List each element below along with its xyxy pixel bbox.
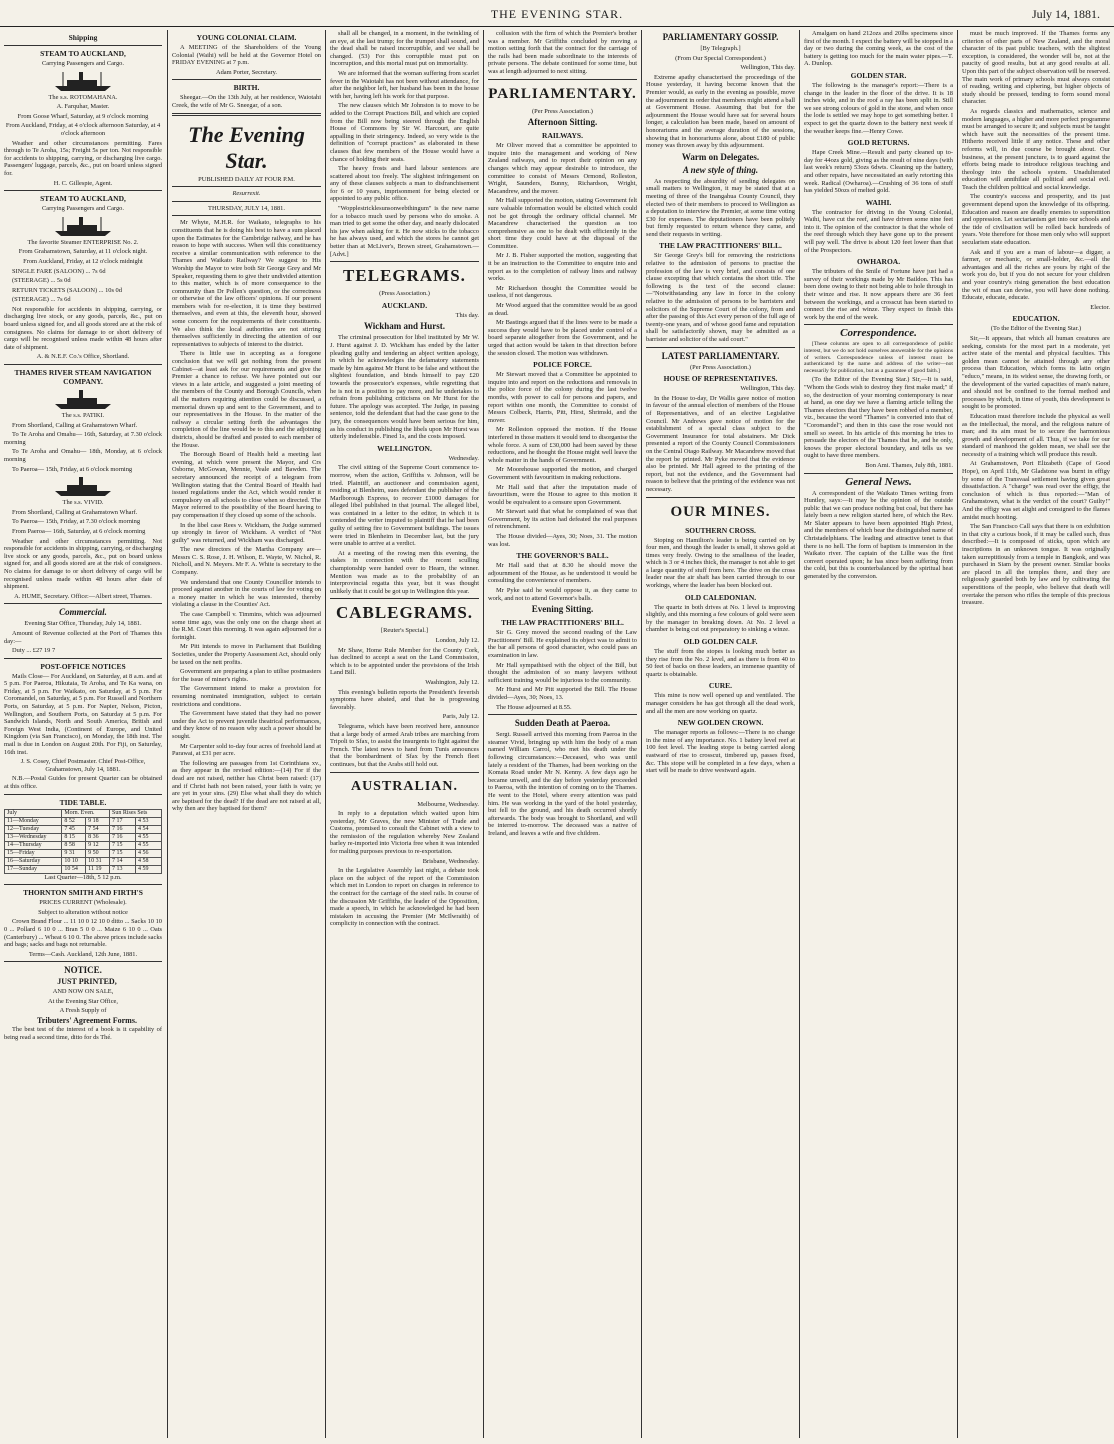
article-paragraph: The contractor for driving in the Young Colonial, Waihi, have cut the reef, and have driven some nine feet into it. The opinion of the contractor is that the whole of the reef through which they have gone up to the present will pay well. The drive is about 120 feet lower than that of the Prospectors. <box>804 208 953 254</box>
fare-line: (STEERAGE) ... 7s 6d <box>12 296 71 304</box>
article-paragraph: In the Legislative Assembly last night, a debate took place on the subject of the report of the Commission which met in London to report on charges in reference to the contract for the carriage of the steel rails. In course of the discussion Mr Griffiths, the leader of the Opposition, made a speech, in which he acknowledged he had been mistaken in accusing the Premier (Mr McIlwraith) of complicity in connection with the contract. <box>330 867 479 928</box>
section-heading: CURE. <box>708 681 733 691</box>
divider <box>804 324 953 325</box>
article-heading: Warm on Delegates. <box>681 151 760 162</box>
dateline: This day. <box>455 311 479 319</box>
article-paragraph: Mr Bastings argued that if the lines were to be made a success they would have to be placed under control of a board separate altogether from the Government, and he urged that action would be taken in that direction before the session closed. The motion was withdrawn. <box>488 319 637 357</box>
dateline: Wellington, This day. <box>740 64 795 72</box>
column-education <box>962 30 1110 1438</box>
dateline: Wednesday. <box>448 454 479 462</box>
ad-agent: A. & N.E.F. Co.'s Office, Shortland. <box>36 353 130 361</box>
article-paragraph: Mr Whyte, M.H.R. for Waikato, telegraphs to his constituents that he is doing his best to have a sum placed upon the Estimates for the Cambridge railway, and he has reason to hope with success. When will this constituency receive a similar communication with reference to the Thames and Waikato Railway? We suggest to His Worship the Mayor to wire both Sir George Grey and Mr Speaker, requesting them to give their undivided attention to this matter, which is of more consequence to the community than Dr Pollen's question, or the correctness or otherwise of the law officers' opinions. If our present members wish for re-election, it is time they bestirred themselves, and even at this, the eleventh hour, showed some concern for the requirements of their constituents. We also think the local authorities are not stirring themselves sufficiently in directing the attention of our representatives to subjects of interest to the district. <box>172 219 321 348</box>
table-cell: 16—Saturday <box>5 857 62 865</box>
article-heading: Afternoon Sitting. <box>527 117 598 128</box>
divider <box>330 261 479 262</box>
divider <box>4 794 162 795</box>
ship-name: The s.s. PATIKI. <box>61 412 105 420</box>
table-row <box>5 849 162 857</box>
table-header: Sun Rises Sets <box>110 809 162 817</box>
ad-agent: H. C. Gillespie, Agent. <box>53 179 113 187</box>
commercial-body: Amount of Revenue collected at the Port of Thames this day:— <box>4 629 162 645</box>
table-cell: 4 55 <box>135 833 161 841</box>
table-cell: 12—Tuesday <box>5 825 62 833</box>
prices-body: Crown Brand Flour ... 11 10 0 12 10 0 ditto ... Sacks 10 10 0 ... Pollard 6 10 0 ... Bran 5 0 0 ... Maize 6 10 0 ... Oats (Canterbury) ... Wheat 6 10 0. The above prices include sacks and bags; sacks and bags not returnable. <box>4 918 162 949</box>
table-cell: 7 15 <box>110 849 136 857</box>
article-paragraph: Mr Richardson thought the Committee would be useless, if not dangerous. <box>488 284 637 300</box>
article-paragraph: As respecting the absurdity of sending delegates on small matters to Wellington, it may be stated that at a meeting of three of the Inangahua County Council, they elected two of their members to proceed to Wellington as a deputation to interview the Premier, at some time voting £30 for expenses. The deputationers have been politely but firmly requested to return whence they came, and send their requests in writing. <box>646 177 795 238</box>
section-heading: HOUSE OF REPRESENTATIVES. <box>663 374 778 384</box>
departure-line: To Paeroa— 15th, Friday, at 7.30 o'clock morning <box>12 518 141 526</box>
table-cell: 9 31 <box>62 849 86 857</box>
article-paragraph: The quartz in both drives at No. 1 level is improving slightly, and this morning a few colours of gold were seen by the manager in breaking down. At No. 2 level a chamber is being cut out preparatory to sinking a winze. <box>646 603 795 634</box>
divider <box>804 473 953 474</box>
parliamentary-source: (Per Press Association.) <box>532 107 593 115</box>
article-paragraph: Mr Shaw, Home Rule Member for the County Cork, has declined to accept a seat on the Land Commission, which is to be appointed under the provisions of the Irish Land Bill. <box>330 646 479 677</box>
table-row <box>5 857 162 865</box>
fare-line: (STEERAGE) ... 5s 0d <box>12 277 71 285</box>
section-heading: THE GOVERNOR'S BALL. <box>516 551 609 561</box>
steamer-icon <box>53 70 113 92</box>
article-paragraph: Mr Hall sympathised with the object of the Bill, but thought the admission of so many lawyers without sufficient training would be injurious to the community. <box>488 661 637 684</box>
divider <box>172 79 321 80</box>
article-heading: Evening Sitting. <box>531 604 594 615</box>
article-paragraph: The stuff from the stopes is looking much better as they rise from the No. 2 level, and as there is from 40 to 50 feet of backs on these leaders, an immense quantity of quartz is obtainable. <box>646 648 795 678</box>
article-paragraph: Sergt. Russell arrived this morning from Paeroa in the steamer Vivid, bringing up with him the body of a man named William Carrol, who met his death under the following circumstances:—Deceased, who was until lately a resident of the Thames, had been working on the Komata Road under Mr N. Kenny. A few days ago he became unwell, and the day before yesterday proceeded to Paeroa, with the intention of coming on to the Thames. He went to the Hotel, where every attention was paid him. He was working in the yard of the hotel yesterday, but fell to the ground, and his death occurred shortly afterwards. The body was brought to Shortland, and will be interred to-morrow. The deceased was a native of Ireland, and leaves a wife and five children. <box>488 731 637 837</box>
column-editorial <box>172 30 321 1438</box>
article-paragraph: collusion with the firm of which the Premier's brother was a member. Mr Griffiths concluded by moving a motion setting forth that the contract for the carriage of the rails had been made subordinate to the interests of private persons. The debate continued for some time, but was at length adjourned to next sitting. <box>488 30 637 75</box>
ad-subheading: Carrying Passengers and Cargo. <box>42 60 124 67</box>
article-paragraph: The Borough Board of Health held a meeting last evening, at which were present the Mayor, and Crs Osborne, McGowan, Mennie, Veale and Bawden. The secretary announced the receipt of a telegram from Wellington stating that the Central Board of Health had issued regulations under the Act, which would render it compulsory on all schools to close when so directed. The Mayor referred to the possibility of the Board having to pay compensation if they closed up some of the schools. <box>172 451 321 519</box>
column-rule <box>167 30 168 1438</box>
article-paragraph: The civil sitting of the Supreme Court commence to-morrow, when the action, Griffiths v. Johnson, will be tried. Plaintiff, an auctioneer and commission agent, residing at Blenheim, sues defendant the publisher of the Marlborough Express, to recover £1000 damages for alleged libel published in that journal. The alleged libel, was contained in a letter to the editor, in which it is contended the writer imputed to plaintiff that he had been guilty of setting fire to Government buildings. The issues were tried in Blenheim in December last, but the jury were unable to arrive at a verdict. <box>330 464 479 548</box>
article-paragraph: The following is the manager's report:—There is a change in the leader in the floor of the drive. It is 18 inches wide, and in the roof a ray has been split in. Still we see strong colours of gold in the stone, and when once the lode is settled we may hope to get something better. I expect to get the quartz down to the battery next week if the weather keeps fine.—Henry Cowe. <box>804 81 953 135</box>
article-paragraph: Stoping on Hamilton's leader is being carried on by four men, and though the leader is small, it shows gold at times very freely. Owing to the smallness of the leader, which is 3 or 4 inches thick, the manager is not able to get a large quantity of stuff from here. The drive on the cross leader near the air shaft has been carried through to our workings, where the leader has been blocked out. <box>646 536 795 590</box>
article-paragraph: The House divided—Ayes, 30; Noes, 31. The motion was lost. <box>488 533 637 548</box>
prices-note: Subject to alteration without notice <box>38 908 128 916</box>
ship-name: The favorite Steamer ENTERPRISE No. 2. <box>27 238 139 246</box>
article-paragraph: As regards classics and mathematics, science and modern languages, a higher and more perfect programme must be arranged to secure it; and subjects must be taught which have suit the necessities of the present time. Hitherto received little if any notice. These and other reforms will, in due course be brought about. Our business, at the present juncture, is to guard against the efforts being made to introduce religious teaching and theology into the schools system. Unadulterated education will annihilate all political and social evil. Teach the children political and social knowledge. <box>962 107 1110 191</box>
letter-signature: Bon Ami. Thames, July 8th, 1881. <box>865 461 953 469</box>
article-heading: LATEST PARLIAMENTARY. <box>661 350 780 361</box>
article-heading: Sudden Death at Paeroa. <box>514 718 611 729</box>
article-paragraph: Mr Hall supported the motion, stating Government felt sure valuable information would be elicited which could not be got through the ordinary official channel. Mr Macandrew characterised the question as too comprehensive as one to be dealt with efficiently in the short time they could have at the disposal of the Committee. <box>488 197 637 250</box>
source-line: (From Our Special Correspondent.) <box>675 54 766 62</box>
article-paragraph: This mine is now well opened up and ventilated. The manager considers he has got through all the dead work, and all the men are now working on quartz. <box>646 692 795 715</box>
source-line: (Per Press Association.) <box>690 363 751 371</box>
claim-signature: Adam Porter, Secretary. <box>215 68 278 76</box>
table-cell: 15—Friday <box>5 849 62 857</box>
article-paragraph: Mr Stewart moved that a Committee be appointed to inquire into and report on the reductions and removals in the police force of the colony during the last twelve months, with power to call for persons and papers, and report within one month, the Committee to consist of Messrs Colbeck, Harris, Pitt, Hirst, Shrimski, and the mover. <box>488 371 637 424</box>
divider <box>172 186 321 187</box>
birth-body: Sheegar.—On the 13th July, at her residence, Waiotahi Creek, the wife of Mr G. Sneegar, of a son. <box>172 94 321 109</box>
article-paragraph: Mr Hall said that after the imputation made of favouritism, were the House to agree to this motion it would be equivalent to a censure upon Government. <box>488 483 637 506</box>
article-paragraph: Hape Creek Mine.—Result and party cleaned up to-day for 44ozs gold, giving as the result of nine days (with last week's return) 53ozs 6dwts. Cleaning up the battery, and other repairs, have necessitated an early retorting this week. Radical (Owharoa).—Crushing of 36 tons of stuff has yielded 50ozs of melted gold. <box>804 149 953 195</box>
table-cell: 4 58 <box>135 857 161 865</box>
dateline: Paris, July 12. <box>442 713 479 721</box>
commercial-heading: Commercial. <box>59 607 107 618</box>
divider <box>646 497 795 498</box>
article-paragraph: Mr Stewart said that what he complained of was that Government, by its action had defeated the real purposes of retrenchment. <box>488 508 637 531</box>
column-shipping <box>4 30 162 1438</box>
dateline: London, July 12. <box>435 637 479 644</box>
tide-table <box>4 809 162 874</box>
parliamentary-heading: PARLIAMENTARY. <box>488 85 637 102</box>
source-line: [By Telegraph.] <box>700 45 741 52</box>
divider <box>646 347 795 348</box>
table-cell: 7 16 <box>110 833 136 841</box>
article-paragraph: Sir,—It appears, that which all human creatures are seeking, consists for the most part in a moderate, yet active state of the mental and physical faculties. This golden mean cannot be attained through any other process than Education, which forms its latin origin "educo," means, in its widest sense, the drawing forth, or the development of the varied capacities of man's nature, and should not be confined to the formal method and processes by which, in time of youth, this development is sought to be promoted. <box>962 334 1110 411</box>
fare-line: RETURN TICKETS (SALOON) ... 10s 0d <box>12 286 122 294</box>
article-paragraph: Amalgam on hand 212ozs and 20lbs specimens since first of the month. I expect the battery will be stopped in a day or two during the coming week, as the cost of the battery is getting too much for the main water pipes.—T. A. Dunlop. <box>804 30 953 68</box>
article-paragraph: At Grahamstown, Port Elizabeth (Cape of Good Hope), on April 11th, Mr Gladstone was burnt in effigy by some of the Transvaal settlement having given great dissatisfaction. A "charge" was read over the effigy, the conclusion of which is thus reported:—"Man of Grahamstown, what is the verdict of the court? Guilty!" And the effigy was set alight and consigned to the flames amidst much hooting. <box>962 460 1110 521</box>
departure-line: From Shortland, Calling at Grahamstown Wharf. <box>12 508 138 516</box>
dateline: Washington, July 12. <box>425 678 479 686</box>
table-cell: 7 17 <box>110 817 136 825</box>
divider <box>488 79 637 80</box>
article-paragraph: Mr Pitt intends to move in Parliament that Building Societies, under the Property Assessment Act, should only be taxed on the nett profits. <box>172 643 321 666</box>
advertisement-text: "Wopplestricklesunsonwebthingum" is the new name for a tobacco much used by persons who do smoke. A man tried to get some the other day, and nearly dislocated his jaw when asking for it. He now sticks to the tobacco he has always used, and which the stores he cannot get better than at McLiver's, Brown street, Grahamstown.—[Advt.] <box>330 205 479 258</box>
departure-line: To Paeroa— 15th, Friday, at 6 o'clock morning <box>12 465 133 473</box>
table-cell: 7 16 <box>110 825 136 833</box>
table-cell: 11—Monday <box>5 817 62 825</box>
masthead-date: July 14, 1881. <box>1031 7 1100 21</box>
column-rule <box>483 30 484 1438</box>
notice-supply: A Fresh Supply of <box>59 1007 107 1015</box>
section-heading: POLICE FORCE. <box>533 360 592 370</box>
dateline: Melbourne, Wednesday. <box>417 800 479 808</box>
issue-date: THURSDAY, JULY 14, 1881. <box>208 204 285 212</box>
ship-name: The s.s. ROTOMAHANA. <box>48 93 118 101</box>
section-heading: GOLDEN STAR. <box>850 70 907 80</box>
table-cell: 4 55 <box>135 841 161 849</box>
article-paragraph: Mr J. B. Fisher supported the motion, suggesting that it be an instruction to the Committee to enquire into and report as to the completion of railway lines and railway works. <box>488 252 637 283</box>
article-paragraph: The manager reports as follows:—There is no change in the mine of any importance. No. 1 battery level reef at 100 feet level. The leading stope is being carried along eastward of rise to crosscut, timbered up, passes fixed, &c. This stope will be completed in a few days, when a start will be made to drive westward again. <box>646 729 795 775</box>
section-heading: OWHAROA. <box>856 257 901 267</box>
table-header-row <box>5 809 162 817</box>
table-cell: 4 54 <box>135 825 161 833</box>
table-cell: 7 45 <box>62 825 86 833</box>
table-header: July <box>5 809 62 817</box>
table-cell: 7 54 <box>86 825 110 833</box>
table-cell: 10 31 <box>86 857 110 865</box>
table-cell: 8 15 <box>62 833 86 841</box>
article-paragraph: The tributers of the Smile of Fortune have just had a survey of their workings made by Mr Baildon. This has been done owing to their not being able to hole through in their winze and rise. It now appears there are 36 feet between the workings, and a crosscut has been started to connect the rise and winze. They expect to finish this work by the end of the week. <box>804 268 953 321</box>
notice-sale: AND NOW ON SALE, <box>52 987 114 995</box>
article-paragraph: In reply to a deputation which waited upon him yesterday, Mr Graves, the new Minister of Trade and Customs, promised to consult the Cabinet with a view to the remission of the regulation whereby New Zealand barley re-imported into Victoria free when it was intended for malting purposes previous to re-exportation. <box>330 810 479 856</box>
divider <box>488 714 637 715</box>
page-masthead <box>0 0 1114 27</box>
commercial-office: Evening Star Office, Thursday, July 14, 1881. <box>24 620 142 628</box>
table-cell: 8 58 <box>62 841 86 849</box>
ad-body: Weather and other circumstances permitting. Not responsible for accidents in shipping, carrying, or discharging live stock or any goods, parcels, &c., put on board unless signed for, and all goods stored are at the risk of consignees. No claims for damage to or short delivery of cargo will be recognised unless made within 48 hours after date of shipment. <box>4 537 162 591</box>
ad-heading: STEAM TO AUCKLAND, <box>40 49 126 58</box>
table-cell: 4 59 <box>135 865 161 873</box>
telegrams-heading: TELEGRAMS. <box>343 266 466 286</box>
article-paragraph: We are informed that the woman suffering from scarlet fever in the Waiotahi has not been without attendance, for after the neighbor left, her husband has been in the house with her, having left his work for that purpose. <box>330 69 479 100</box>
section-heading: EDUCATION. <box>1012 314 1060 324</box>
notice-heading: NOTICE. <box>64 965 102 976</box>
table-cell: 9 12 <box>86 841 110 849</box>
divider <box>4 658 162 659</box>
section-heading: NEW GOLDEN CROWN. <box>677 718 764 728</box>
table-cell: 7 15 <box>110 841 136 849</box>
column-rule <box>957 30 958 1438</box>
general-news-heading: General News. <box>845 475 912 488</box>
ad-heading: THAMES RIVER STEAM NAVIGATION COMPANY. <box>14 368 152 387</box>
section-heading: WELLINGTON. <box>377 443 432 453</box>
table-row <box>5 817 162 825</box>
paper-subtitle: PUBLISHED DAILY AT FOUR P.M. <box>198 175 295 183</box>
article-paragraph: The new directors of the Martha Company are—Messrs C. S. Rose, J. H. Wilson, E. Wayte, W. Nichol, R. Nicholl, and N. Meyers. Mr F. A. White is secretary to the Company. <box>172 546 321 577</box>
table-row <box>5 841 162 849</box>
cablegrams-heading: CABLEGRAMS. <box>335 603 474 623</box>
table-cell: 8 52 <box>62 817 86 825</box>
table-row <box>5 833 162 841</box>
article-paragraph: The heavy frosts and hard labour sentences are scattered about too freely. The slightest infringement on any of these clauses subjects a man to disfranchisement for 6 or 10 years, imprisonment for being elected or appointed to any public office. <box>330 165 479 203</box>
article-paragraph: The case Campbell v. Timmins, which was adjourned some time ago, was the only one on the charge sheet at the R.M. Court this morning. It was again adjourned for a fortnight. <box>172 611 321 641</box>
ship-master: A. Farquhar, Master. <box>56 103 110 111</box>
table-cell: 9 18 <box>86 817 110 825</box>
ad-agent: A. HUME, Secretary. Office:—Albert street, Thames. <box>14 592 152 600</box>
paper-nameplate: The Evening Star. <box>188 121 305 173</box>
article-paragraph: Mr Hall said that at 8.30 he should move the adjournment of the House, as he understood it would be consulting the convenience of members. <box>488 562 637 585</box>
table-cell: 4 53 <box>135 817 161 825</box>
notice-printed: JUST PRINTED, <box>57 977 117 987</box>
claim-heading: YOUNG COLONIAL CLAIM. <box>196 33 297 42</box>
article-paragraph: This evening's bulletin reports the President's feverish symptoms have abated, and that he is progressing favorably. <box>330 688 479 711</box>
table-cell: 7 14 <box>110 857 136 865</box>
divider <box>330 772 479 773</box>
article-paragraph: Mr Hurst and Mr Pitt supported the Bill. The House divided—Ayes, 30; Noes, 13. <box>488 686 637 701</box>
article-paragraph: The House adjourned at 8.55. <box>496 703 572 711</box>
post-signature: J. S. Cosey, Chief Postmaster. Chief Post-Office, Grahamstown, July 14, 1881. <box>20 758 146 773</box>
divider <box>4 603 162 604</box>
article-paragraph: (To the Editor of the Evening Star.) Sir,—It is said, "Whom the Gods wish to destroy they first make mad;" if so, the destruction of your morning contemporary is near at hand, as one day we have a flaming article telling the Thames electors that they have been robbed of a member, viz., because the word "Thames" is converted into that of "Coromandel"; and then in this case the rose would not smell so sweet. In his article of this morning he tries to persuade the electors of the Thames that he, and he only, knows the proper electoral boundary, and tells us we ought to have three members. <box>804 376 953 460</box>
departure-line: From Goose Wharf, Saturday, at 9 o'clock morning <box>17 112 149 120</box>
article-paragraph: The new clauses which Mr Johnston is to move to be added to the Corrupt Practices Bill, and which are copied from the Bill now being steered through the English House of Commons by Sir W. Harcourt, are quite appalling in their stringency. Indeed, so very wide is the definition of "corrupt practices" as elaborated in these clauses that few members of the House would have a chance of holding their seats. <box>330 102 479 163</box>
article-paragraph: Government are preparing a plan to utilise postmasters for the issue of miner's rights. <box>172 668 321 683</box>
tide-heading: TIDE TABLE. <box>59 797 107 807</box>
divider <box>4 364 162 365</box>
divider <box>4 190 162 191</box>
section-heading: THE LAW PRACTITIONERS' BILL. <box>501 618 624 628</box>
column-telegrams <box>330 30 479 1438</box>
steamer-icon <box>53 475 113 497</box>
divider <box>330 598 479 599</box>
fare-line: SINGLE FARE (SALOON) ... 7s 6d <box>12 267 106 275</box>
motto: Resurrexit. <box>232 190 261 198</box>
article-paragraph: There is little use in accepting as a foregone conclusion that we will get nothing from the present Cabinet—at least ask for our requirements and give the Premier a chance to refuse. We have pointed out our views in a late article, and suggested a joint meeting of the members of the County and Borough Councils, when all the matters requiring attention could be discussed, a memorial drawn up and sent to the Government, and to our representatives in the House. In the matter of the railway a circular setting forth the advantages the completion of the line would be to this and the adjoining districts, should be drafted and posted to each member of the House. <box>172 350 321 449</box>
article-paragraph: The Government have stated that they had no power under the Act to prevent juvenile theatrical performances, and they know of no reason why such a power should be sought. <box>172 710 321 740</box>
table-row <box>5 825 162 833</box>
ad-subheading: Carrying Passengers and Cargo. <box>42 205 124 213</box>
departure-line: To Te Aroha and Omahu— 16th, Saturday, at 7.30 o'clock morning <box>4 431 162 446</box>
steamer-icon <box>53 388 113 410</box>
article-paragraph: We understand that one County Councillor intends to proceed against another in the courts of law for voting on a money matter in which he was interested, thereby violating a clause in the Counties' Act. <box>172 578 321 609</box>
dateline: Brisbane, Wednesday. <box>422 857 479 865</box>
article-paragraph: The following are passages from 1st Corinthians xv., as they appear in the revised edition:—(14) For if the dead are not raised, neither has Christ been raised: (17) and if Christ hath not been raised, your faith is vain; ye are yet in your sins. (29) Else what shall they do which are baptised for the dead? If the dead are not raised at all, why then are they baptised for them? <box>172 759 321 813</box>
section-heading: WAIHI. <box>865 197 892 207</box>
departure-line: To Te Aroha and Omahu— 18th, Monday, at 6 o'clock morning <box>4 448 162 463</box>
column-gossip-mines <box>646 30 795 1438</box>
table-cell: 10 54 <box>62 865 86 873</box>
table-cell: 13—Wednesday <box>5 833 62 841</box>
article-paragraph: The Government intend to make a provision for resuming nominated immigration, subject to certain restrictions and conditions. <box>172 685 321 708</box>
article-paragraph: Telegrams, which have been received here, announce that a large body of armed Arab tribes are marching from Tripoli to Sfax, to assist the insurgents to fight against the French. The latest news to hand from Tunis announces that the bombardment of Sfax by the French fleet continues, but that the Arabs still hold out. <box>330 722 479 768</box>
prices-date: Terms—Cash. Auckland, 12th June, 1881. <box>28 950 138 958</box>
departure-line: From Auckland, Friday, at 4 o'clock afternoon Saturday, at 4 o'clock afternoon <box>5 122 161 137</box>
dateline: Wellington, This day. <box>740 385 795 393</box>
column-rule <box>641 30 642 1438</box>
departure-line: From Paeroa— 16th, Saturday, at 6 o'clock morning <box>12 527 146 535</box>
telegrams-source: (Press Association.) <box>379 290 430 298</box>
correspondence-note: [These columns are open to all correspondence of public interest, but we do not hold ourselves answerable for the opinions of writers. Correspondence unless of interest must be authenticated by the name and address of the writer—not necessarily for publication, but as a guarantee of good faith.] <box>804 341 953 374</box>
article-subheading: A new style of thing. <box>682 164 759 175</box>
article-paragraph: In the House to-day, Dr Wallis gave notice of motion in favour of the annual election of members of the House of Representatives, and of an elective Legislative Council. Mr Andrews gave notice of motion for the establishment of a special class subject to the Government Insurance for total abstainers. Mr Dick presented a report of the County Council Commissioners on the Central Otago Railway. Mr Macandrew moved that the report be printed. Mr Pyke moved that the evidence also be printed. Mr Hall agreed to the printing of the report, but not the evidence, and the Government had reason to believe that the printing of the evidence was not necessary. <box>646 394 795 493</box>
article-paragraph: Education must therefore include the physical as well as the intellectual, the moral, and the religious nature of man; and its aim must be to secure the harmonious growth and development of all. Thus, if we take for our standard of manhood the golden mean, we shall see the necessity of a training which will produce this result. <box>962 412 1110 458</box>
article-paragraph: Sir G. Grey moved the second reading of the Law Practitioners' Bill. He explained its object was to admit to the bar all persons of good character, who could pass an examination in law. <box>488 629 637 659</box>
section-heading: OLD CALEDONIAN. <box>684 592 757 602</box>
table-header: Morn. Even. <box>62 809 110 817</box>
section-heading: SOUTHERN CROSS. <box>685 525 756 535</box>
notice-foot: The best test of the interest of a book is it capability of being read a second time, ditto for ds Thé. <box>4 1026 162 1041</box>
notice-office: At the Evening Star Office, <box>48 997 118 1005</box>
ship-name: The s.s. VIVID. <box>62 499 104 507</box>
table-cell: 8 36 <box>86 833 110 841</box>
shipping-heading: Shipping <box>68 33 98 42</box>
notice-forms: Tributers' Agreement Forms. <box>37 1015 137 1025</box>
ad-heading: STEAM TO AUCKLAND, <box>40 194 126 204</box>
table-cell: 10 10 <box>62 857 86 865</box>
letter-signature: Elector. <box>1090 303 1110 311</box>
article-paragraph: Mr Pyke said he would oppose it, as they came to work, and not to attend Governor's balls. <box>488 587 637 602</box>
birth-heading: BIRTH. <box>233 83 260 93</box>
table-cell: 7 13 <box>110 865 136 873</box>
article-paragraph: Sir George Grey's bill for removing the restrictions relative to the admission of persons to practise the profession of the law is very brief, and consists of one clause excepting that which contains the short title. The following is the text of the second clause:—"Notwithstanding any law in force in the colony relative to the admission of persons to be barristers and solicitors of the Supreme Court of the colony, from and after the passing of this Act every person of the full age of twenty-one years, and of whose good fame and reputation shall be satisfactorily shown, may be admitted as a barrister and solicitor of the said court." <box>646 252 795 343</box>
cablegrams-source: [Reuter's Special.] <box>381 627 428 635</box>
column-parliamentary <box>488 30 637 1438</box>
section-heading: OLD GOLDEN CALF. <box>683 637 758 647</box>
table-row <box>5 865 162 873</box>
post-note: N.B.—Postal Guides for present Quarter can be obtained at this office. <box>4 775 162 790</box>
ad-body: Weather and other circumstances permitting. Fares through to Te Aroha, 15s; Freight 5s per ton. Not responsible for accidents to shipping, carrying, or discharging live cargo. Passengers' luggage, parcels, &c., put on board unless signed for. <box>4 139 162 177</box>
departure-line: From Shortland, Calling at Grahamstown Wharf. <box>12 421 138 429</box>
article-paragraph: The country's success and prosperity, and its just government depend upon the knowledge of its offspring. Education and reason are deadly enemies to superstition and oppression. Let sectarianism get into our schools and the tide of civilisation will be rolled back hundreds of years. Vote therefore for those men only who will support secularism state education. <box>962 193 1110 247</box>
commercial-duty: Duty ... £27 19 7 <box>12 647 56 655</box>
divider <box>172 201 321 202</box>
australian-heading: AUSTRALIAN. <box>350 778 459 794</box>
article-paragraph: shall all be changed, in a moment, in the twinkling of an eye, at the last trump; for the trumpet shall sound, and the dead shall be raised incorruptible, and we shall be changed. (53) For this corruptible must put on incorruption, and this mortal must put on immortality. <box>330 30 479 68</box>
divider <box>4 884 162 885</box>
article-paragraph: Mr Wood argued that the committee would be as good as dead. <box>488 302 637 317</box>
prices-subheading: PRICES CURRENT (Wholesale). <box>39 899 127 907</box>
departure-line: From Auckland, Friday, at 12 o'clock midnight <box>23 257 143 265</box>
article-paragraph: Mr Moorehouse supported the motion, and charged Government with favouritism in making reductions. <box>488 466 637 481</box>
correspondence-heading: Correspondence. <box>840 327 917 340</box>
article-paragraph: must be much improved. If the Thames forms any criterion of other parts of New Zealand, and the moral character of its past public teachers, with the slightest exception, is considered, the wonder will be, not at the paucity of good results, but at any good results at all. Upon this part of the subject observation will be reserved. The main work of primary schools must always consist of reading, writing and ciphering, but higher objects of study should be pressed, tending to form sound moral character. <box>962 30 1110 106</box>
letter-to: (To the Editor of the Evening Star.) <box>990 325 1082 333</box>
post-body: Mails Close— For Auckland, on Saturday, at 8 a.m. and at 5 p.m. For Paeroa, Hikutaia, Te Aroha, and Te Ka wana, on Friday, at 5 p.m. For Waikato, on Saturday, at 5 p.m. For Coromandel, on Saturday, at 5 p.m. For Russell and Northern Ports, on Saturday, at 5 p.m. For Napier, Nelson, Picton, Wellington, and Southern Ports, on Saturday at 5 p.m. For Sandwich Islands, North and South America, British and Foreign West India, (Continent of Europe, and United Kingdom (via San Francisco), on Monday, the 18th inst. The mail is due in London on August 20th. For Fiji, on Saturday, 16th inst. <box>4 672 162 756</box>
section-heading: RAILWAYS. <box>542 131 583 141</box>
table-cell: 9 50 <box>86 849 110 857</box>
article-paragraph: The criminal prosecution for libel instituted by Mr W. J. Hurst against J. D. Wickham has ended by the latter pleading guilty and tendering an abject written apology, in which he acknowledges the defamatory statements made by him against Mr Hurst to be false and without the slightest foundation, and binds himself to pay £20 towards the prosecutor's expenses, while regretting that he is not in a position to pay more, and he undertakes to refrain from publishing criticisms on Mr Hurst for the future. The apology was accepted. The Judge, in passing sentence, told the defendant that had the case gone to the jury, the consequences would have been serious for him, as his conduct in publishing the libels upon Mr Hurst was utterly indefensible. Fined 1s, and the costs imposed. <box>330 334 479 441</box>
table-cell: 11 19 <box>86 865 110 873</box>
mines-heading: OUR MINES. <box>670 503 771 520</box>
post-heading: POST-OFFICE NOTICES <box>40 661 126 671</box>
tide-rows <box>5 817 162 873</box>
column-mines-correspondence <box>804 30 953 1438</box>
article-paragraph: At a meeting of the rowing men this evening, the stakes in connection with the recent sculling championship were handed over to Hearn, the winner. Mention was made as to the probability of an interprovincial regatta this year, but it was thought unlikely that it could be got up in Wellington this year. <box>330 549 479 595</box>
column-rule <box>799 30 800 1438</box>
article-heading: PARLIAMENTARY GOSSIP. <box>662 32 779 42</box>
steamer-icon <box>53 215 113 237</box>
divider <box>172 215 321 216</box>
table-cell: 14—Thursday <box>5 841 62 849</box>
table-cell: 4 56 <box>135 849 161 857</box>
divider <box>4 45 162 46</box>
ad-body: Not responsible for accidents in shipping, carrying, or discharging live stock, or any goods, parcels, &c., put on board unless signed for, and all goods stored are at the risk of consignees. No claims for damage to or short delivery of cargo will be recognised unless made within 48 hours after date of shipment. <box>4 305 162 351</box>
prices-heading: THORNTON SMITH AND FIRTH'S <box>23 888 143 898</box>
section-heading: GOLD RETURNS. <box>847 138 910 148</box>
masthead-title: THE EVENING STAR. <box>490 7 624 21</box>
article-paragraph: In the libel case Rees v. Wickham, the Judge summed up strongly in favor of Wickham. A verdict of "Not guilty" was returned, and Wickham was discharged. <box>172 521 321 544</box>
departure-line: From Grahamstown, Saturday, at 11 o'clock night. <box>18 248 148 256</box>
article-paragraph: Mr Rolleston opposed the motion. If the House interfered in those matters it would tend to disorganise the whole force. A sum of £30,000 had been saved by these reductions, and he thought the House might well leave the whole matter in the hands of Government. <box>488 426 637 464</box>
article-paragraph: Mr Carpenter sold to-day four acres of freehold land at Parawai, at £31 per acre. <box>172 742 321 758</box>
claim-body: A MEETING of the Shareholders of the Young Colonial (Waihi) will be held at the Governor Hotel on FRIDAY EVENING at 7 p.m. <box>172 44 321 67</box>
article-paragraph: Extreme apathy characterised the proceedings of the House yesterday, it having become known that the Premier would, as early in the evening as possible, move the adjournment in order that members might attend a ball at Government House. Assuming that but for the adjournment the House would have sat for several hours longer, a calculation has been made, based on amount of honorariums and the average duration of the sessions, showing that in honorariums alone, about £180 of public money was thrown away by this adjournment. <box>646 73 795 150</box>
article-paragraph: Ask and if you are a man of labour—a digger, a farmer, or mechanic, or small-holder, &c.—all the advantages and all the riches are yours by right of the work you do, but if you do not secure for your children and your country's rising generation the best education the wit of man can devise, you will have done nothing. Educate, educate, educate. <box>962 248 1110 302</box>
article-heading: Wickham and Hurst. <box>363 321 446 332</box>
column-rule <box>325 30 326 1438</box>
article-paragraph: A correspondent of the Waikato Times writing from Huntley, says:—It may be the opinion of the outside public that we can produce nothing but coal, but there has lately been a new religion started here, of which the Rev. Mr Slater appears to have been appointed High Priest, and the members of which bear the distinguished name of Christadelphians. The leading and attractive tenet is that there is no hell. The form of baptism is immersion in the Waikato river. The captain of the Lillie was the first convert operated upon; he has since been suffering from the cold, but this is counterbalanced by the spiritual heat generated by the conversion. <box>804 489 953 581</box>
divider <box>4 961 162 962</box>
divider <box>172 113 321 116</box>
section-heading: THE LAW PRACTITIONERS' BILL. <box>659 241 782 251</box>
article-paragraph: The San Francisco Call says that there is on exhibition in that city a curious book, if it may be called such, thus described:—It is composed of sticks, upon which are inscriptions in an unknown tongue. It was originally taken surreptitiously from a temple in Bangkok, and was purchased in Siam by the present owner. Similar books are placed in all the temples there, and they are religiously guarded both by law and by cultivating the superstitions of the people, who believe that death will overtake the person who rifles the temple of this precious treasure. <box>962 523 1110 607</box>
table-cell: 17—Sunday <box>5 865 62 873</box>
section-heading: AUCKLAND. <box>381 300 428 310</box>
article-paragraph: Mr Oliver moved that a committee be appointed to inquire into the management and working of New Zealand railways, and to report their opinion on any changes which may appear desirable to introduce, the committee to consist of Messrs Ormond, Rolleston, Wright, Saunders, Bunny, Richardson, Wright, Macandrew, and the mover. <box>488 142 637 195</box>
tide-quarter: Last Quarter—18th, 5 12 p.m. <box>44 873 122 881</box>
